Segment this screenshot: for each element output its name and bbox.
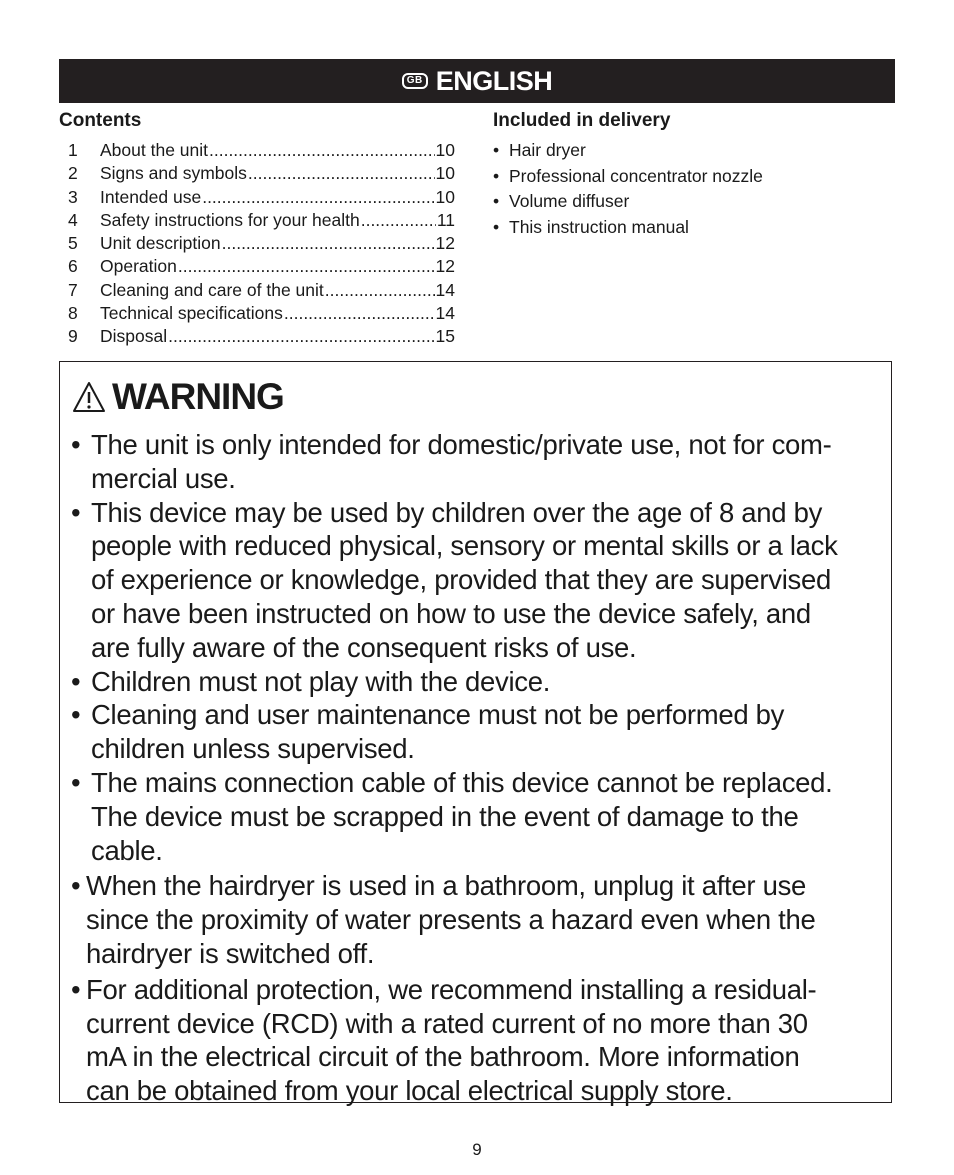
toc-label: Safety instructions for your health (100, 209, 360, 230)
toc-entry (59, 280, 455, 303)
warning-item (71, 496, 883, 665)
bullet: • (71, 973, 81, 1005)
delivery-list-item (493, 191, 873, 217)
toc-entry (59, 210, 455, 233)
toc-leader-dots (178, 256, 435, 277)
bullet: • (71, 429, 81, 460)
warning-item-text: Children must not play with the device. (91, 665, 551, 697)
toc-page: 12 (435, 256, 455, 277)
warning-triangle-icon (72, 381, 106, 413)
warning-item-text: When the hairdryer is used in a bathroom, unplug it after use since the proximity of water presents a hazard even when the hairdryer is switched off. (86, 870, 816, 969)
bullet: • (71, 665, 81, 697)
contents-list (59, 140, 455, 350)
toc-entry (59, 187, 455, 210)
toc-entry (59, 140, 455, 163)
toc-number: 3 (68, 186, 78, 207)
page-number: 9 (472, 1140, 482, 1159)
toc-page: 11 (436, 209, 455, 230)
warning-item (71, 766, 883, 867)
toc-label: Technical specifications (100, 303, 283, 324)
bullet: • (493, 140, 500, 160)
toc-number: 1 (68, 140, 78, 160)
language-header-bar (59, 59, 895, 103)
toc-entry (59, 256, 455, 279)
toc-leader-dots (325, 280, 435, 301)
toc-number: 9 (68, 326, 78, 347)
toc-number: 4 (68, 209, 78, 230)
toc-leader-dots (209, 140, 435, 161)
warning-item (71, 698, 883, 766)
bullet: • (71, 766, 81, 798)
warning-heading (72, 376, 284, 418)
delivery-item-text: Volume diffuser (509, 191, 630, 211)
toc-number: 7 (68, 279, 78, 300)
toc-label: Operation (100, 256, 177, 277)
toc-number: 5 (68, 233, 78, 254)
warning-item-text: This device may be used by children over the age of 8 and by people with reduced physical, sensory or mental skills or a lack of experience or knowledge, provided that they are supervised or have been instructed on how to use the device safely, and are fully aware of the consequent risks of use. (91, 496, 838, 663)
toc-leader-dots (222, 233, 435, 254)
delivery-list-item (493, 166, 873, 192)
bullet: • (71, 699, 81, 731)
toc-page: 14 (435, 279, 455, 300)
toc-entry (59, 233, 455, 256)
bullet: • (493, 165, 500, 186)
warning-item-text: The mains connection cable of this device cannot be replaced. The device must be scrapped in the event of damage to the cable. (91, 766, 833, 866)
warning-box (59, 361, 892, 1107)
toc-page: 15 (435, 326, 455, 347)
contents-heading: Contents (59, 110, 142, 131)
gb-language-badge: GB (402, 73, 428, 89)
bullet: • (493, 216, 500, 237)
warning-item-text: Cleaning and user maintenance must not be performed by children unless supervised. (91, 699, 785, 765)
bullet: • (71, 496, 81, 528)
warning-list (71, 428, 883, 1108)
toc-number: 8 (68, 303, 78, 324)
toc-page: 10 (435, 140, 455, 160)
toc-label: About the unit (100, 140, 208, 160)
toc-label: Intended use (100, 186, 202, 207)
bullet: • (493, 191, 500, 211)
warning-item-text: For additional protection, we recommend installing a residual- current device (RCD) with a rated current of no more than 30 mA in the electrical circuit of the bathroom. More information can be obtained from your local electrical supply store. (86, 973, 817, 1107)
warning-item-text: The unit is only intended for domestic/private use, not for com- mercial use. (91, 429, 832, 494)
warning-title: WARNING (112, 376, 284, 417)
toc-leader-dots (361, 210, 436, 231)
delivery-list-item (493, 217, 873, 243)
warning-item (71, 869, 883, 970)
included-in-delivery-section (493, 110, 873, 242)
delivery-item-text: Hair dryer (509, 140, 586, 160)
language-title: ENGLISH (435, 65, 553, 96)
toc-number: 6 (68, 256, 78, 277)
toc-leader-dots (248, 163, 435, 184)
warning-item (71, 665, 883, 699)
toc-leader-dots (168, 326, 434, 347)
toc-label: Signs and symbols (100, 163, 247, 184)
toc-label: Disposal (100, 326, 168, 347)
toc-entry (59, 326, 455, 349)
toc-label: Cleaning and care of the unit (100, 279, 324, 300)
toc-entry (59, 163, 455, 186)
bullet: • (71, 870, 81, 902)
contents-section (59, 110, 455, 350)
toc-leader-dots (202, 187, 434, 208)
toc-page: 10 (435, 163, 455, 184)
toc-entry (59, 303, 455, 326)
toc-page: 14 (435, 303, 455, 324)
warning-item (71, 428, 883, 496)
delivery-item-text: This instruction manual (509, 216, 689, 237)
warning-item (71, 973, 883, 1108)
toc-label: Unit description (100, 233, 221, 254)
delivery-list-item (493, 140, 873, 166)
toc-page: 12 (435, 233, 455, 254)
delivery-heading: Included in delivery (493, 110, 671, 131)
toc-number: 2 (68, 163, 78, 184)
toc-page: 10 (435, 186, 455, 207)
delivery-item-text: Professional concentrator nozzle (509, 165, 763, 186)
toc-leader-dots (284, 303, 435, 324)
